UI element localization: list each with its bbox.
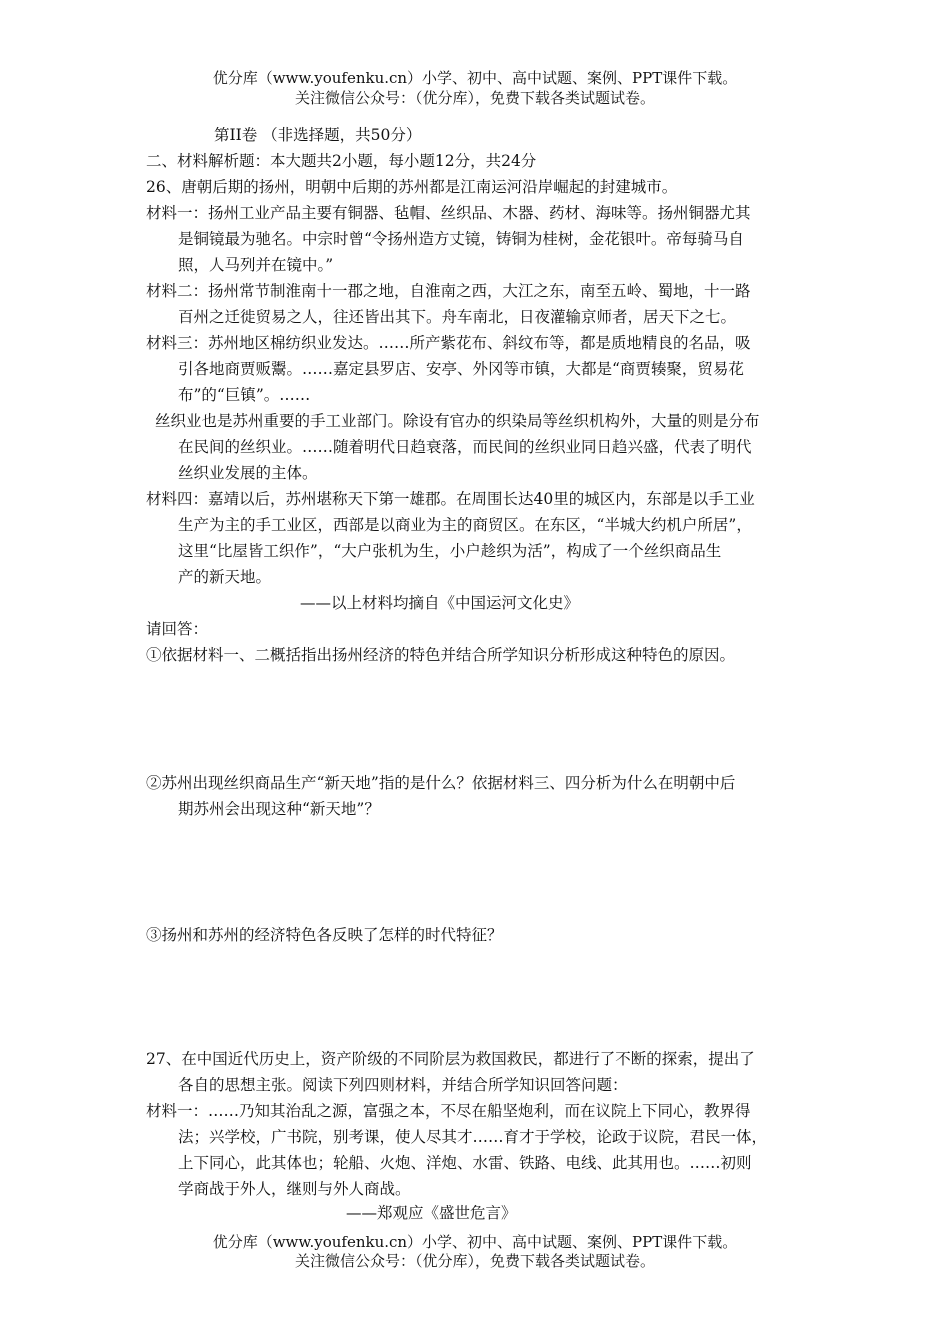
q26-material-3-line: 引各地商贾贩鬻。……嘉定县罗店、安亭、外冈等市镇，大都是“商贾辏聚，贸易花	[178, 360, 744, 378]
q26-material-1-line: 材料一：扬州工业产品主要有铜器、毡帽、丝织品、木器、药材、海味等。扬州铜器尤其	[146, 204, 751, 222]
q26-question-1: ①依据材料一、二概括指出扬州经济的特色并结合所学知识分析形成这种特色的原因。	[146, 646, 736, 664]
q26-ask: 请回答：	[146, 620, 209, 638]
q27-material-1-line: 法；兴学校，广书院，别考课，使人尽其才……育才于学校，论政于议院，君民一体，	[178, 1128, 768, 1146]
q26-stem: 26、唐朝后期的扬州，明朝中后期的苏州都是江南运河沿岸崛起的封建城市。	[146, 178, 678, 196]
q26-material-3b-line: 丝织业发展的主体。	[178, 464, 318, 482]
q26-material-4-line: 这里“比屋皆工织作”，“大户张机为生，小户趁织为活”，构成了一个丝织商品生	[178, 542, 722, 560]
q27-stem-line: 27、在中国近代历史上，资产阶级的不同阶层为救国救民，都进行了不断的探索，提出了	[146, 1050, 755, 1068]
q26-material-3b-line: 在民间的丝织业。……随着明代日趋衰落，而民间的丝织业同日趋兴盛，代表了明代	[178, 438, 752, 456]
header-line-1: 优分库（www.youfenku.cn）小学、初中、高中试题、案例、PPT课件下载。	[212, 69, 738, 87]
footer-line-1: 优分库（www.youfenku.cn）小学、初中、高中试题、案例、PPT课件下载。	[212, 1233, 738, 1251]
q27-material-1-line: 学商战于外人，继则与外人商战。	[178, 1180, 411, 1198]
q26-material-1-line: 照，人马列并在镜中。”	[178, 256, 334, 274]
q26-material-3-line: 布”的“巨镇”。……	[178, 386, 311, 404]
q26-material-1-line: 是铜镜最为驰名。中宗时曾“令扬州造方丈镜，铸铜为桂树，金花银叶。帝每骑马自	[178, 230, 744, 248]
section-title: 第II卷 （非选择题，共50分）	[214, 126, 422, 144]
q27-material-1-line: 上下同心，此其体也；轮船、火炮、洋炮、水雷、铁路、电线、此其用也。……初则	[178, 1154, 752, 1172]
header-line-2: 关注微信公众号：（优分库），免费下载各类试题试卷。	[294, 89, 655, 107]
q26-question-2-line: 期苏州会出现这种“新天地”？	[178, 800, 380, 818]
q26-material-4-line: 产的新天地。	[178, 568, 272, 586]
part-heading: 二、材料解析题：本大题共2小题，每小题12分，共24分	[146, 152, 537, 170]
q26-question-2-line: ②苏州出现丝织商品生产“新天地”指的是什么？依据材料三、四分析为什么在明朝中后	[146, 774, 736, 792]
q26-source: ——以上材料均摘自《中国运河文化史》	[300, 594, 580, 612]
q26-material-3b-line: 丝织业也是苏州重要的手工业部门。除设有官办的织染局等丝织机构外，大量的则是分布	[155, 412, 760, 430]
q26-material-4-line: 生产为主的手工业区，西部是以商业为主的商贸区。在东区，“半城大约机户所居”，	[178, 516, 752, 534]
q26-material-3-line: 材料三：苏州地区棉纺织业发达。……所产紫花布、斜纹布等，都是质地精良的名品，吸	[146, 334, 751, 352]
q26-question-3: ③扬州和苏州的经济特色各反映了怎样的时代特征？	[146, 926, 503, 944]
footer-line-2: 关注微信公众号：（优分库），免费下载各类试题试卷。	[294, 1252, 655, 1270]
q26-material-4-line: 材料四：嘉靖以后，苏州堪称天下第一雄郡。在周围长达40里的城区内，东部是以手工业	[146, 490, 755, 508]
q27-stem-line: 各自的思想主张。阅读下列四则材料，并结合所学知识回答问题：	[178, 1076, 628, 1094]
q27-material-1-line: 材料一：……乃知其治乱之源，富强之本，不尽在船坚炮利，而在议院上下同心，教界得	[146, 1102, 751, 1120]
q26-material-2-line: 材料二：扬州常节制淮南十一郡之地，自淮南之西，大江之东，南至五岭、蜀地，十一路	[146, 282, 751, 300]
q26-material-2-line: 百州之迁徙贸易之人，往还皆出其下。舟车南北，日夜灌输京师者，居天下之七。	[178, 308, 737, 326]
q27-source: ——郑观应《盛世危言》	[346, 1204, 517, 1222]
